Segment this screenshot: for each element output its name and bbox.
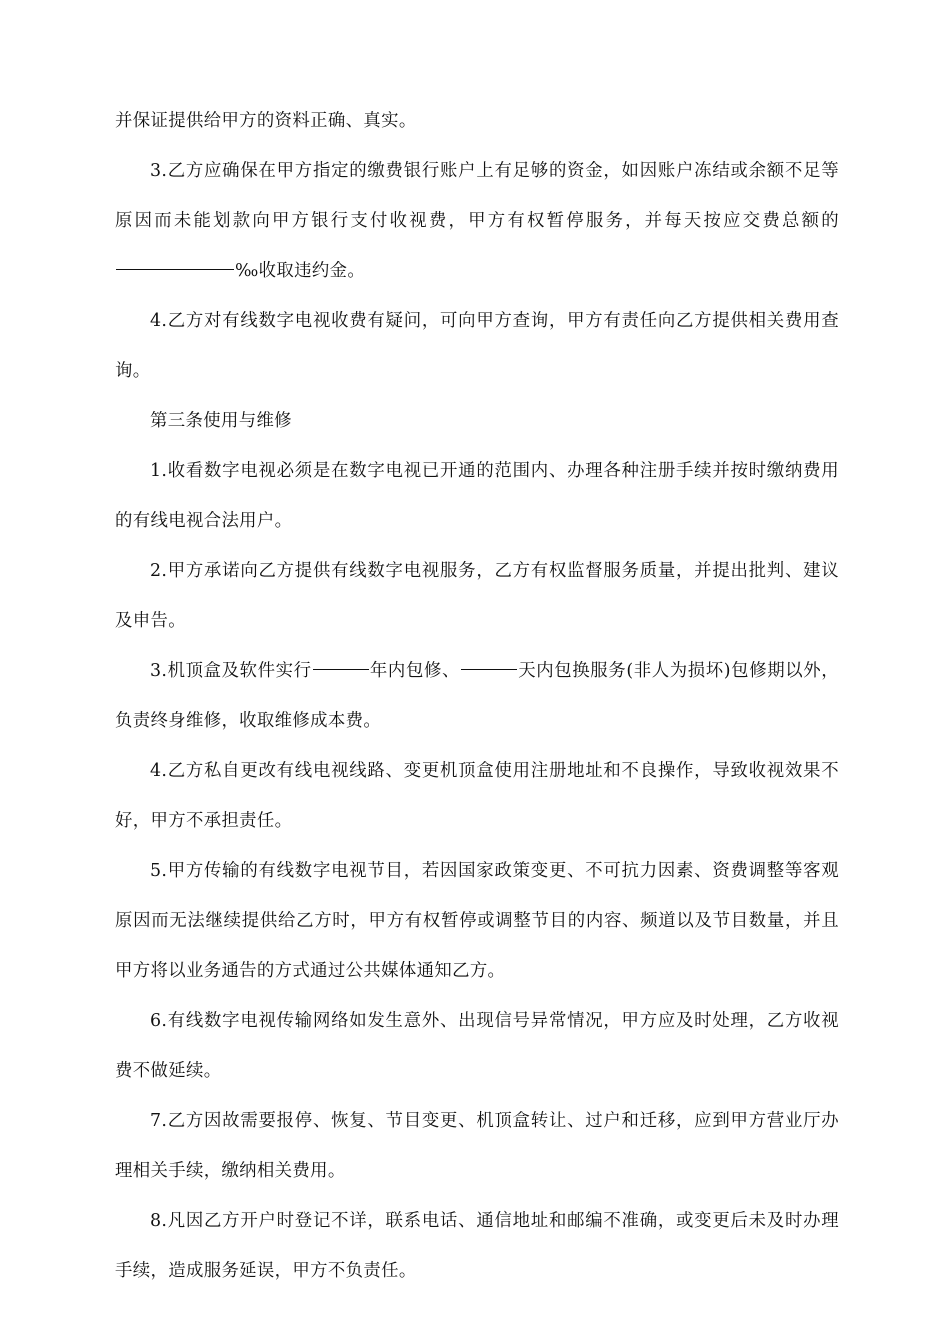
paragraph-text: 7.乙方因故需要报停、恢复、节目变更、机顶盒转让、过户和迁移，应到甲方营业厅办理相关手续，缴纳相关费用。	[115, 1111, 839, 1181]
paragraph-text-mid: 年内包修、	[369, 661, 460, 681]
clause-2-service-commitment	[115, 546, 839, 646]
paragraph-text: 1.收看数字电视必须是在数字电视已开通的范围内、办理各种注册手续并按时缴纳费用的有线电视合法用户。	[115, 461, 839, 531]
clause-3-payment-account	[115, 146, 839, 296]
clause-1-legal-users	[115, 446, 839, 546]
clause-3-warranty	[115, 646, 839, 746]
clause-7-service-changes	[115, 1096, 839, 1196]
paragraph-text: 3.机顶盒及软件实行	[150, 661, 312, 681]
paragraph-text: 6.有线数字电视传输网络如发生意外、出现信号异常情况，甲方应及时处理，乙方收视费不做延续。	[115, 1011, 839, 1081]
document-body	[115, 96, 839, 1296]
heading-text: 第三条使用与维修	[150, 411, 292, 431]
clause-4-fee-inquiry	[115, 296, 839, 396]
clause-8-registration-details	[115, 1196, 839, 1296]
article-3-heading	[115, 396, 839, 446]
paragraph-text: 4.乙方私自更改有线电视线路、变更机顶盒使用注册地址和不良操作，导致收视效果不好，甲方不承担责任。	[115, 761, 839, 831]
paragraph-text-after-blank: ‰收取违约金。	[235, 261, 366, 281]
clause-4-unauthorized-changes	[115, 746, 839, 846]
replacement-days-blank	[461, 668, 517, 670]
paragraph-text-after-blank: 天内包换服务(非人为损坏)包修期以外，负责终身维修，收取维修成本费。	[115, 661, 839, 731]
paragraph-text: 2.甲方承诺向乙方提供有线数字电视服务，乙方有权监督服务质量，并提出批判、建议及申告。	[115, 561, 839, 631]
paragraph-text: 3.乙方应确保在甲方指定的缴费银行账户上有足够的资金，如因账户冻结或余额不足等原因而未能划款向甲方银行支付收视费，甲方有权暂停服务，并每天按应交费总额的	[115, 161, 839, 231]
paragraph-text: 8.凡因乙方开户时登记不详，联系电话、通信地址和邮编不准确，或变更后未及时办理手续，造成服务延误，甲方不负责任。	[115, 1211, 839, 1281]
paragraph-text: 5.甲方传输的有线数字电视节目，若因国家政策变更、不可抗力因素、资费调整等客观原因而无法继续提供给乙方时，甲方有权暂停或调整节目的内容、频道以及节目数量，并且甲方将以业务通告的方式通过公共媒体通知乙方。	[115, 861, 839, 981]
paragraph-text: 4.乙方对有线数字电视收费有疑问，可向甲方查询，甲方有责任向乙方提供相关费用查询。	[115, 311, 839, 381]
clause-6-network-incidents	[115, 996, 839, 1096]
continuation-paragraph	[115, 96, 839, 146]
clause-5-program-changes	[115, 846, 839, 996]
warranty-years-blank	[313, 668, 369, 670]
paragraph-text: 并保证提供给甲方的资料正确、真实。	[115, 111, 417, 131]
penalty-rate-blank	[116, 268, 234, 270]
